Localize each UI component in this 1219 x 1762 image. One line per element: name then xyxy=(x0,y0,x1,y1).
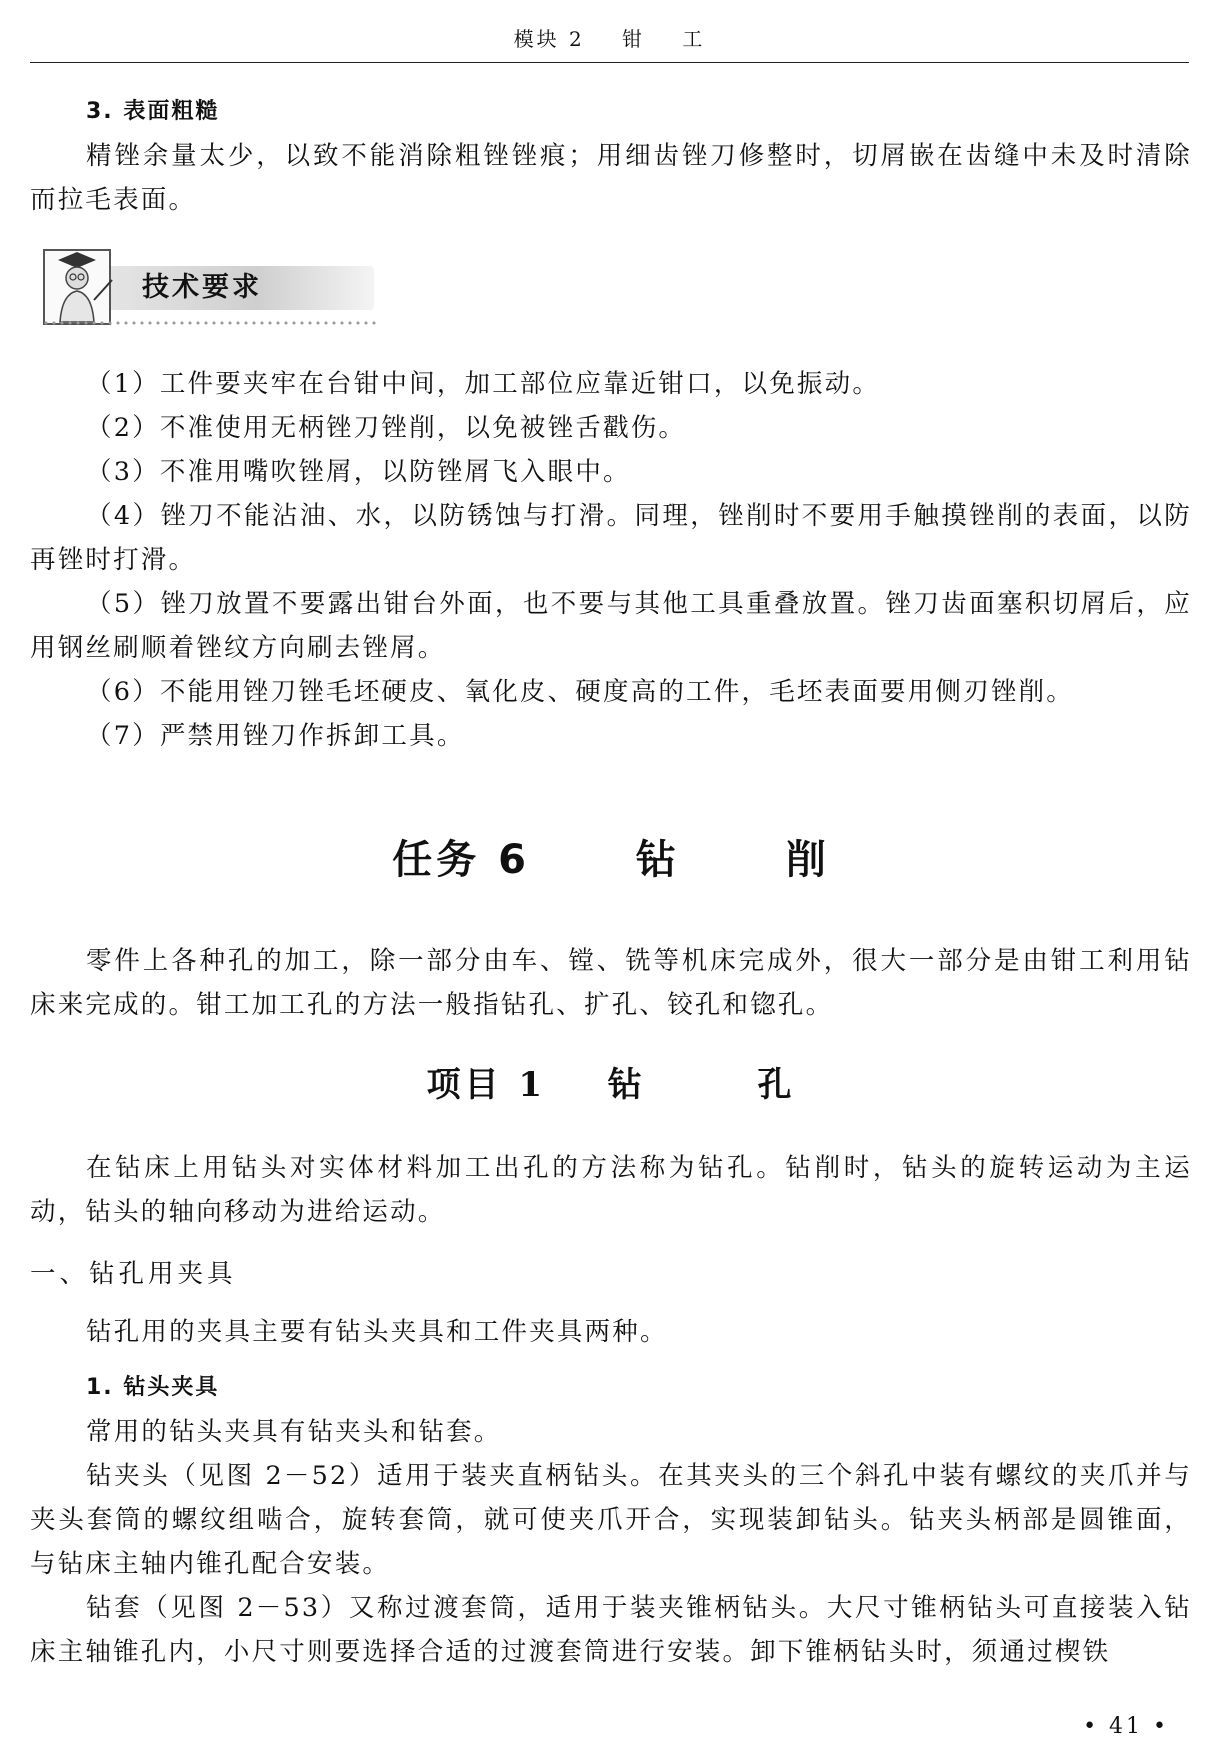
requirement-item: （7）严禁用锉刀作拆卸工具。 xyxy=(86,721,465,751)
header-module: 模块 2 xyxy=(513,27,585,51)
task-word-2: 削 xyxy=(785,837,830,883)
page-number: • 41 • xyxy=(1083,1714,1169,1739)
requirement-item: （4）锉刀不能沾油、水，以防锈蚀与打滑。同理，锉削时不要用手触摸锉削的表面，以防再锉时打滑。 xyxy=(30,501,1192,575)
project-label: 项目 1 xyxy=(426,1065,547,1105)
project-word-1: 钻 xyxy=(607,1065,646,1105)
professor-icon xyxy=(38,244,116,328)
requirements-list xyxy=(30,362,1192,758)
subsection-heading-drill-chuck: 1. 钻头夹具 xyxy=(86,1375,220,1400)
task-label: 任务 6 xyxy=(392,837,530,883)
drill-sleeve-paragraph: 钻套（见图 2－53）又称过渡套筒，适用于装夹锥柄钻头。大尺寸锥柄钻头可直接装入钻床主轴锥孔内，小尺寸则要选择合适的过渡套筒进行安装。卸下锥柄钻头时，须通过楔铁 xyxy=(30,1593,1192,1667)
section-heading-fixtures: 一、钻孔用夹具 xyxy=(30,1259,237,1289)
requirement-item: （1）工件要夹牢在台钳中间，加工部位应靠近钳口，以免振动。 xyxy=(86,369,881,399)
page-content xyxy=(30,100,1192,1674)
requirement-item: （2）不准使用无柄锉刀锉削，以免被锉舌戳伤。 xyxy=(86,413,687,443)
paragraph-surface: 精锉余量太少，以致不能消除粗锉锉痕；用细齿锉刀修整时，切屑嵌在齿缝中未及时清除而拉毛表面。 xyxy=(30,141,1192,215)
project-word-2: 孔 xyxy=(757,1065,796,1105)
subsection-heading-surface: 3. 表面粗糙 xyxy=(86,99,220,124)
running-header xyxy=(30,18,1189,63)
header-word-1: 钳 xyxy=(622,27,646,51)
fixtures-paragraph: 钻孔用的夹具主要有钻头夹具和工件夹具两种。 xyxy=(86,1317,668,1347)
banner-dotted-rule xyxy=(42,320,377,326)
drill-chuck-paragraph-2: 钻夹头（见图 2－52）适用于装夹直柄钻头。在其夹头的三个斜孔中装有螺纹的夹爪并与夹头套筒的螺纹组啮合，旋转套筒，就可使夹爪开合，实现装卸钻头。钻夹头柄部是圆锥面，与钻床主轴内锥孔配合安装。 xyxy=(30,1461,1192,1579)
task-word-1: 钻 xyxy=(635,837,680,883)
requirement-item: （3）不准用嘴吹锉屑，以防锉屑飞入眼中。 xyxy=(86,457,631,487)
tech-requirements-banner xyxy=(30,244,375,336)
banner-title: 技术要求 xyxy=(142,272,262,303)
header-word-2: 工 xyxy=(682,27,706,51)
requirement-item: （6）不能用锉刀锉毛坯硬皮、氧化皮、硬度高的工件，毛坯表面要用侧刃锉削。 xyxy=(86,677,1074,707)
task-intro-paragraph: 零件上各种孔的加工，除一部分由车、镗、铣等机床完成外，很大一部分是由钳工利用钻床来完成的。钳工加工孔的方法一般指钻孔、扩孔、铰孔和锪孔。 xyxy=(30,946,1192,1020)
project-title xyxy=(30,1057,1192,1106)
requirement-item: （5）锉刀放置不要露出钳台外面，也不要与其他工具重叠放置。锉刀齿面塞积切屑后，应用钢丝刷顺着锉纹方向刷去锉屑。 xyxy=(30,589,1192,663)
task-title xyxy=(30,828,1192,885)
drill-chuck-paragraph-1: 常用的钻头夹具有钻夹头和钻套。 xyxy=(86,1417,502,1447)
project-intro-paragraph: 在钻床上用钻头对实体材料加工出孔的方法称为钻孔。钻削时，钻头的旋转运动为主运动，钻头的轴向移动为进给运动。 xyxy=(30,1153,1192,1227)
